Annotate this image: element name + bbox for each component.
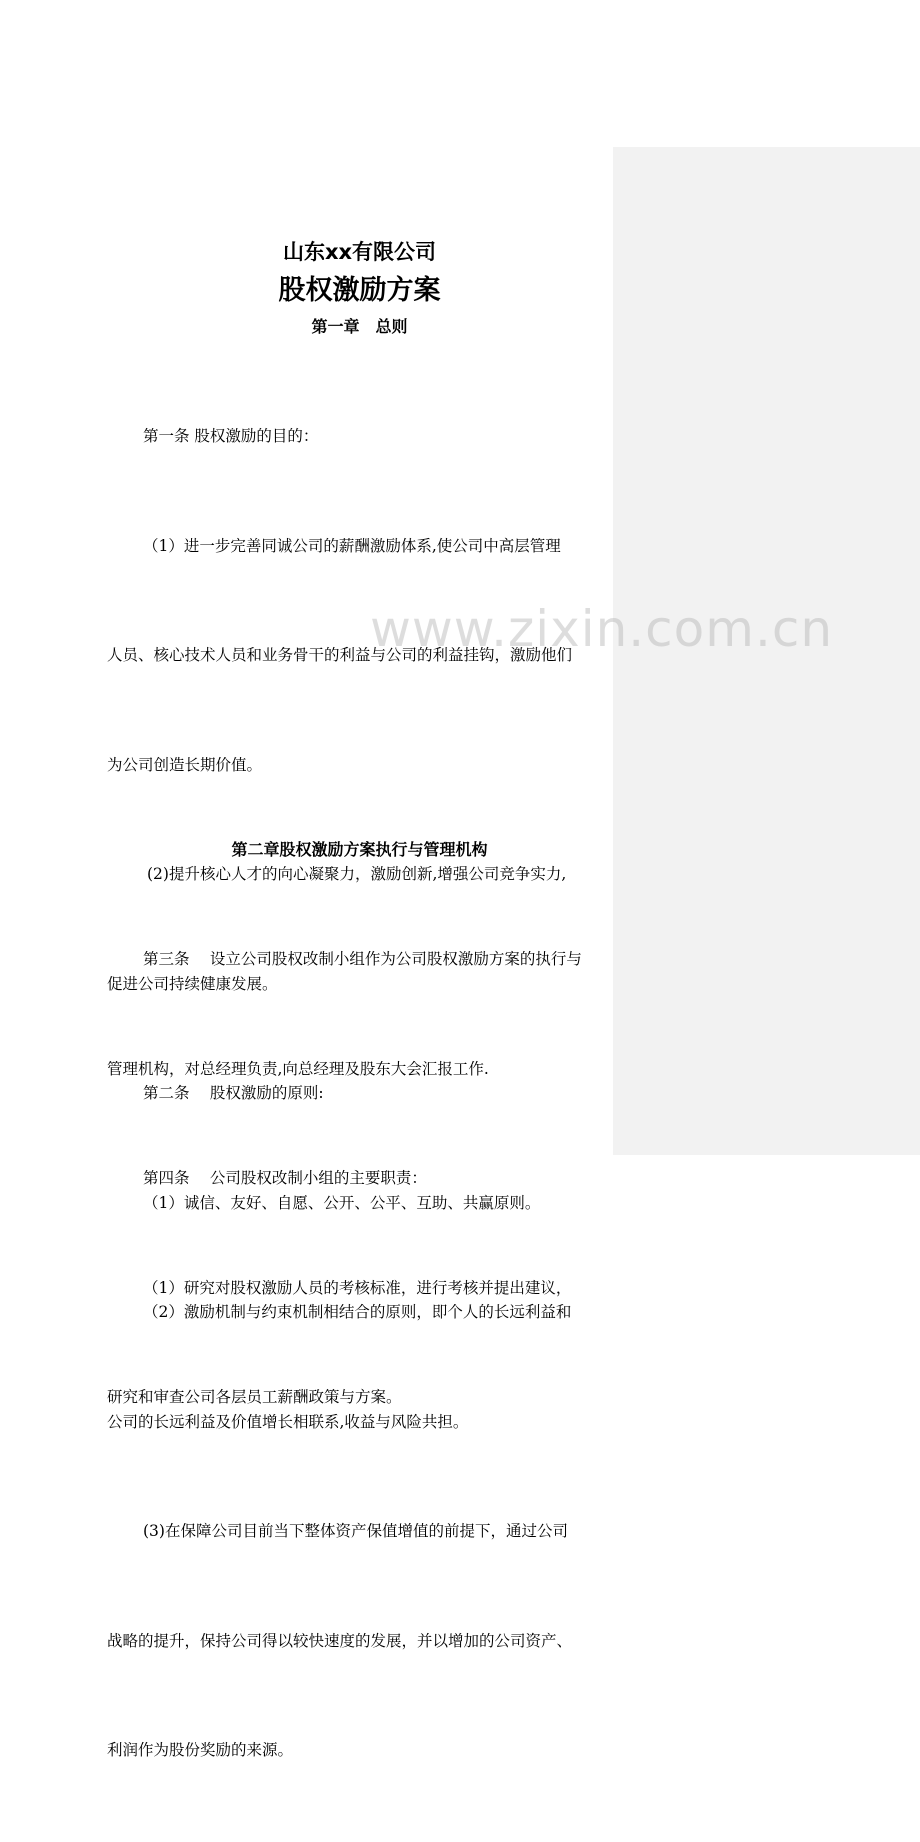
chapter-2-body: [107, 868, 612, 1489]
chapter-1-title: 第一章 总则: [311, 317, 408, 336]
paragraph-line: （1）研究对股权激励人员的考核标准，进行考核并提出建议，: [143, 1278, 572, 1297]
article-4-heading: 第四条 公司股权改制小组的主要职责：: [143, 1169, 427, 1187]
article-1-heading: 第一条 股权激励的目的：: [143, 427, 319, 445]
paragraph-line: 管理机构，对总经理负责,向总经理及股东大会汇报工作.: [107, 1059, 489, 1078]
comment-pane: [613, 147, 920, 1155]
paragraph-line: 战略的提升，保持公司得以较快速度的发展，并以增加的公司资产、: [107, 1631, 573, 1650]
paragraph-line: (3)在保障公司目前当下整体资产保值增值的前提下，通过公司: [143, 1522, 568, 1540]
article-2-heading: 第二条 股权激励的原则:: [143, 1084, 324, 1102]
paragraph-line: 促进公司持续健康发展。: [107, 974, 278, 993]
paragraph-line: 人员、核心技术人员和业务骨干的利益与公司的利益挂钩，激励他们: [107, 646, 573, 664]
paragraph-line: （1）诚信、友好、自愿、公开、公平、互助、共赢原则。: [143, 1193, 541, 1212]
paragraph-line: 为公司创造长期价值。: [107, 755, 263, 774]
watermark: www.zixin.com.cn: [370, 600, 834, 658]
paragraph-line: 公司的长远利益及价值增长相联系,收益与风险共担。: [107, 1412, 469, 1431]
paragraph-line: （2）激励机制与约束机制相结合的原则，即个人的长远利益和: [143, 1303, 572, 1321]
paragraph-line: （1）进一步完善同诚公司的薪酬激励体系,使公司中高层管理: [143, 536, 561, 555]
paragraph-line: (2)提升核心人才的向心凝聚力，激励创新,增强公司竞争实力,: [147, 865, 567, 883]
paragraph-line: 研究和审查公司各层员工薪酬政策与方案。: [107, 1388, 402, 1406]
chapter-2-title: 第二章股权激励方案执行与管理机构: [231, 840, 488, 859]
paragraph-line: 利润作为股份奖励的来源。: [107, 1741, 294, 1759]
article-3-heading: 第三条 设立公司股权改制小组作为公司股权激励方案的执行与: [143, 950, 582, 968]
document-title: 股权激励方案: [278, 275, 441, 306]
company-name: 山东xx有限公司: [282, 240, 437, 264]
